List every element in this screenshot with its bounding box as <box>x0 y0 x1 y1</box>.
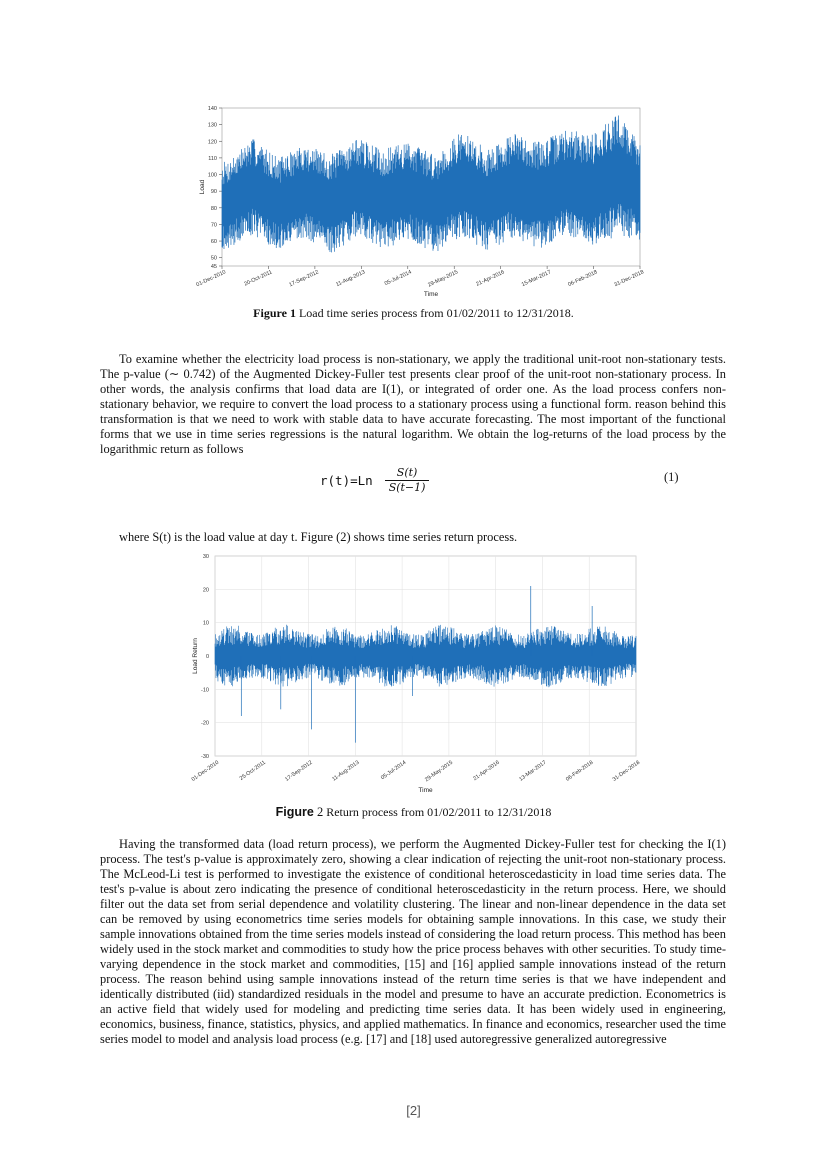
y-tick-label: 90 <box>210 189 217 196</box>
y-tick-label: 130 <box>207 122 217 129</box>
y-tick-label: -10 <box>201 687 209 694</box>
figure-1-label: Figure 1 <box>253 306 296 320</box>
x-tick-label: 31-Dec-2018 <box>613 269 645 289</box>
x-tick-label: 05-Jul-2014 <box>383 269 413 288</box>
x-axis-label: Time <box>423 291 439 298</box>
y-axis-label: Load Return <box>192 638 199 674</box>
equation-numerator: S(t) <box>385 466 430 481</box>
x-tick-label: 17-Sep-2012 <box>288 269 320 289</box>
figure-2-text: Return process from 01/02/2011 to 12/31/2018 <box>323 805 552 819</box>
y-axis-label: Load <box>199 179 206 195</box>
y-tick-label: 20 <box>202 587 209 594</box>
figure-1-text: Load time series process from 01/02/2011 to 12/31/2018. <box>295 306 574 320</box>
x-tick-label: 01-Dec-2010 <box>190 759 221 783</box>
y-tick-label: 60 <box>210 239 217 246</box>
paragraph-2: where S(t) is the load value at day t. Figure (2) shows time series return process. <box>119 530 518 544</box>
x-tick-label: 05-Jul-2014 <box>380 759 408 782</box>
x-tick-label: 06-Feb-2018 <box>567 269 599 289</box>
paragraph-1 <box>100 352 726 457</box>
x-tick-label: 15-Mar-2017 <box>520 269 552 289</box>
y-tick-label: 30 <box>202 554 209 560</box>
paragraph-3 <box>100 837 726 1047</box>
x-tick-label: 21-Apr-2016 <box>475 269 506 288</box>
paragraph-3-text: Having the transformed data (load return process), we perform the Augmented Dickey-Fuller test for checking the I(1) process. The test's p-value is approximately zero, showing a clear indication of rejecting the unit-root non-stationary process. The McLeod-Li test is performed to investigate the existence of conditional heteroscedasticity in load time series data. The test's p-value is about zero indicating the presence of conditional heteroscedasticity in the return process. Here, we should filter out the data set from serial dependence and volatility clustering. The linear and non-linear dependence in the data set can be removed by using econometrics time series models for obtaining sample innovations. In this case, we study their sample innovations obtained from the time series models instead of considering the load return process. This method has been widely used in the stock market and commodities to study how the price process behaves with other securities. To study time-varying dependence in the stock market and commodities, [15] and [16] applied sample innovations instead of the return process. The reason behind using sample innovations instead of the return time series is that we have independent and identically distributed (iid) standardized residuals in the model and presume to have an accurate prediction. Econometrics is an active field that widely used for modeling and predicting time series data. It has been widely used in engineering, economics, business, finance, statistics, physics, and applied mathematics. In finance and economics, researcher used the time series model to model and analysis load process (e.g. [17] and [18] used autoregressive generalized autoregressive <box>100 837 726 1046</box>
y-tick-label: 10 <box>202 620 209 627</box>
y-tick-label: 120 <box>207 139 217 146</box>
x-tick-label: 13-Mar-2017 <box>518 759 548 783</box>
y-tick-label: 80 <box>210 205 217 212</box>
equation-number: (1) <box>664 470 679 484</box>
x-tick-label: 01-Dec-2010 <box>195 269 227 289</box>
y-tick-label: 100 <box>207 172 217 179</box>
figure-2 <box>185 548 650 798</box>
x-tick-label: 21-Apr-2016 <box>472 759 501 783</box>
y-tick-label: 140 <box>207 106 217 112</box>
y-tick-label: -20 <box>201 720 209 727</box>
y-tick-label: 110 <box>208 155 217 162</box>
y-tick-label: -30 <box>201 754 209 760</box>
equation-lhs: r(t)=Ln <box>320 473 373 488</box>
y-tick-label: 50 <box>210 255 217 262</box>
figure-2-number: 2 <box>313 805 324 819</box>
equation-1 <box>320 466 720 500</box>
figure-1-caption <box>0 306 827 321</box>
return-chart <box>185 548 650 798</box>
x-tick-label: 11-Aug-2013 <box>331 759 361 783</box>
x-tick-label: 29-May-2015 <box>424 759 455 784</box>
y-tick-label: 45 <box>210 264 217 270</box>
x-tick-label: 25-Oct-2011 <box>238 759 267 782</box>
load-chart <box>190 100 650 300</box>
paragraph-1-text: To examine whether the electricity load process is non-stationary, we apply the traditional unit-root non-stationary tests. The p-value (∼ 0.742) of the Augmented Dickey-Fuller test presents clear proof of the unit-root non-stationary process. In other words, the analysis confirms that load data are I(1), or integrated of order one. As the load process confers non-stationary behavior, we require to convert the load process to a stationary process using a functional form. reason behind this transformation is that we need to work with stable data to have accurate forecasting. The most important of the functional forms that we use in time series regressions is the natural logarithm. We obtain the log-returns of the load process by the logarithmic return as follows <box>100 352 726 456</box>
x-tick-label: 31-Dec-2018 <box>611 759 642 783</box>
figure-2-label: Figure <box>275 805 314 819</box>
y-tick-label: 70 <box>210 222 217 229</box>
equation-fraction <box>385 466 430 495</box>
x-tick-label: 06-Feb-2018 <box>565 759 595 783</box>
figure-1 <box>190 100 650 300</box>
page-number: [2] <box>406 1103 421 1118</box>
y-tick-label: 0 <box>205 654 209 660</box>
x-tick-label: 17-Sep-2012 <box>284 759 314 783</box>
figure-2-caption <box>0 805 827 820</box>
equation-denominator: S(t−1) <box>388 481 426 494</box>
x-tick-label: 29-May-2015 <box>427 269 460 289</box>
x-axis-label: Time <box>418 787 433 794</box>
x-tick-label: 11-Aug-2013 <box>335 269 367 289</box>
x-tick-label: 20-Oct-2011 <box>243 269 274 288</box>
